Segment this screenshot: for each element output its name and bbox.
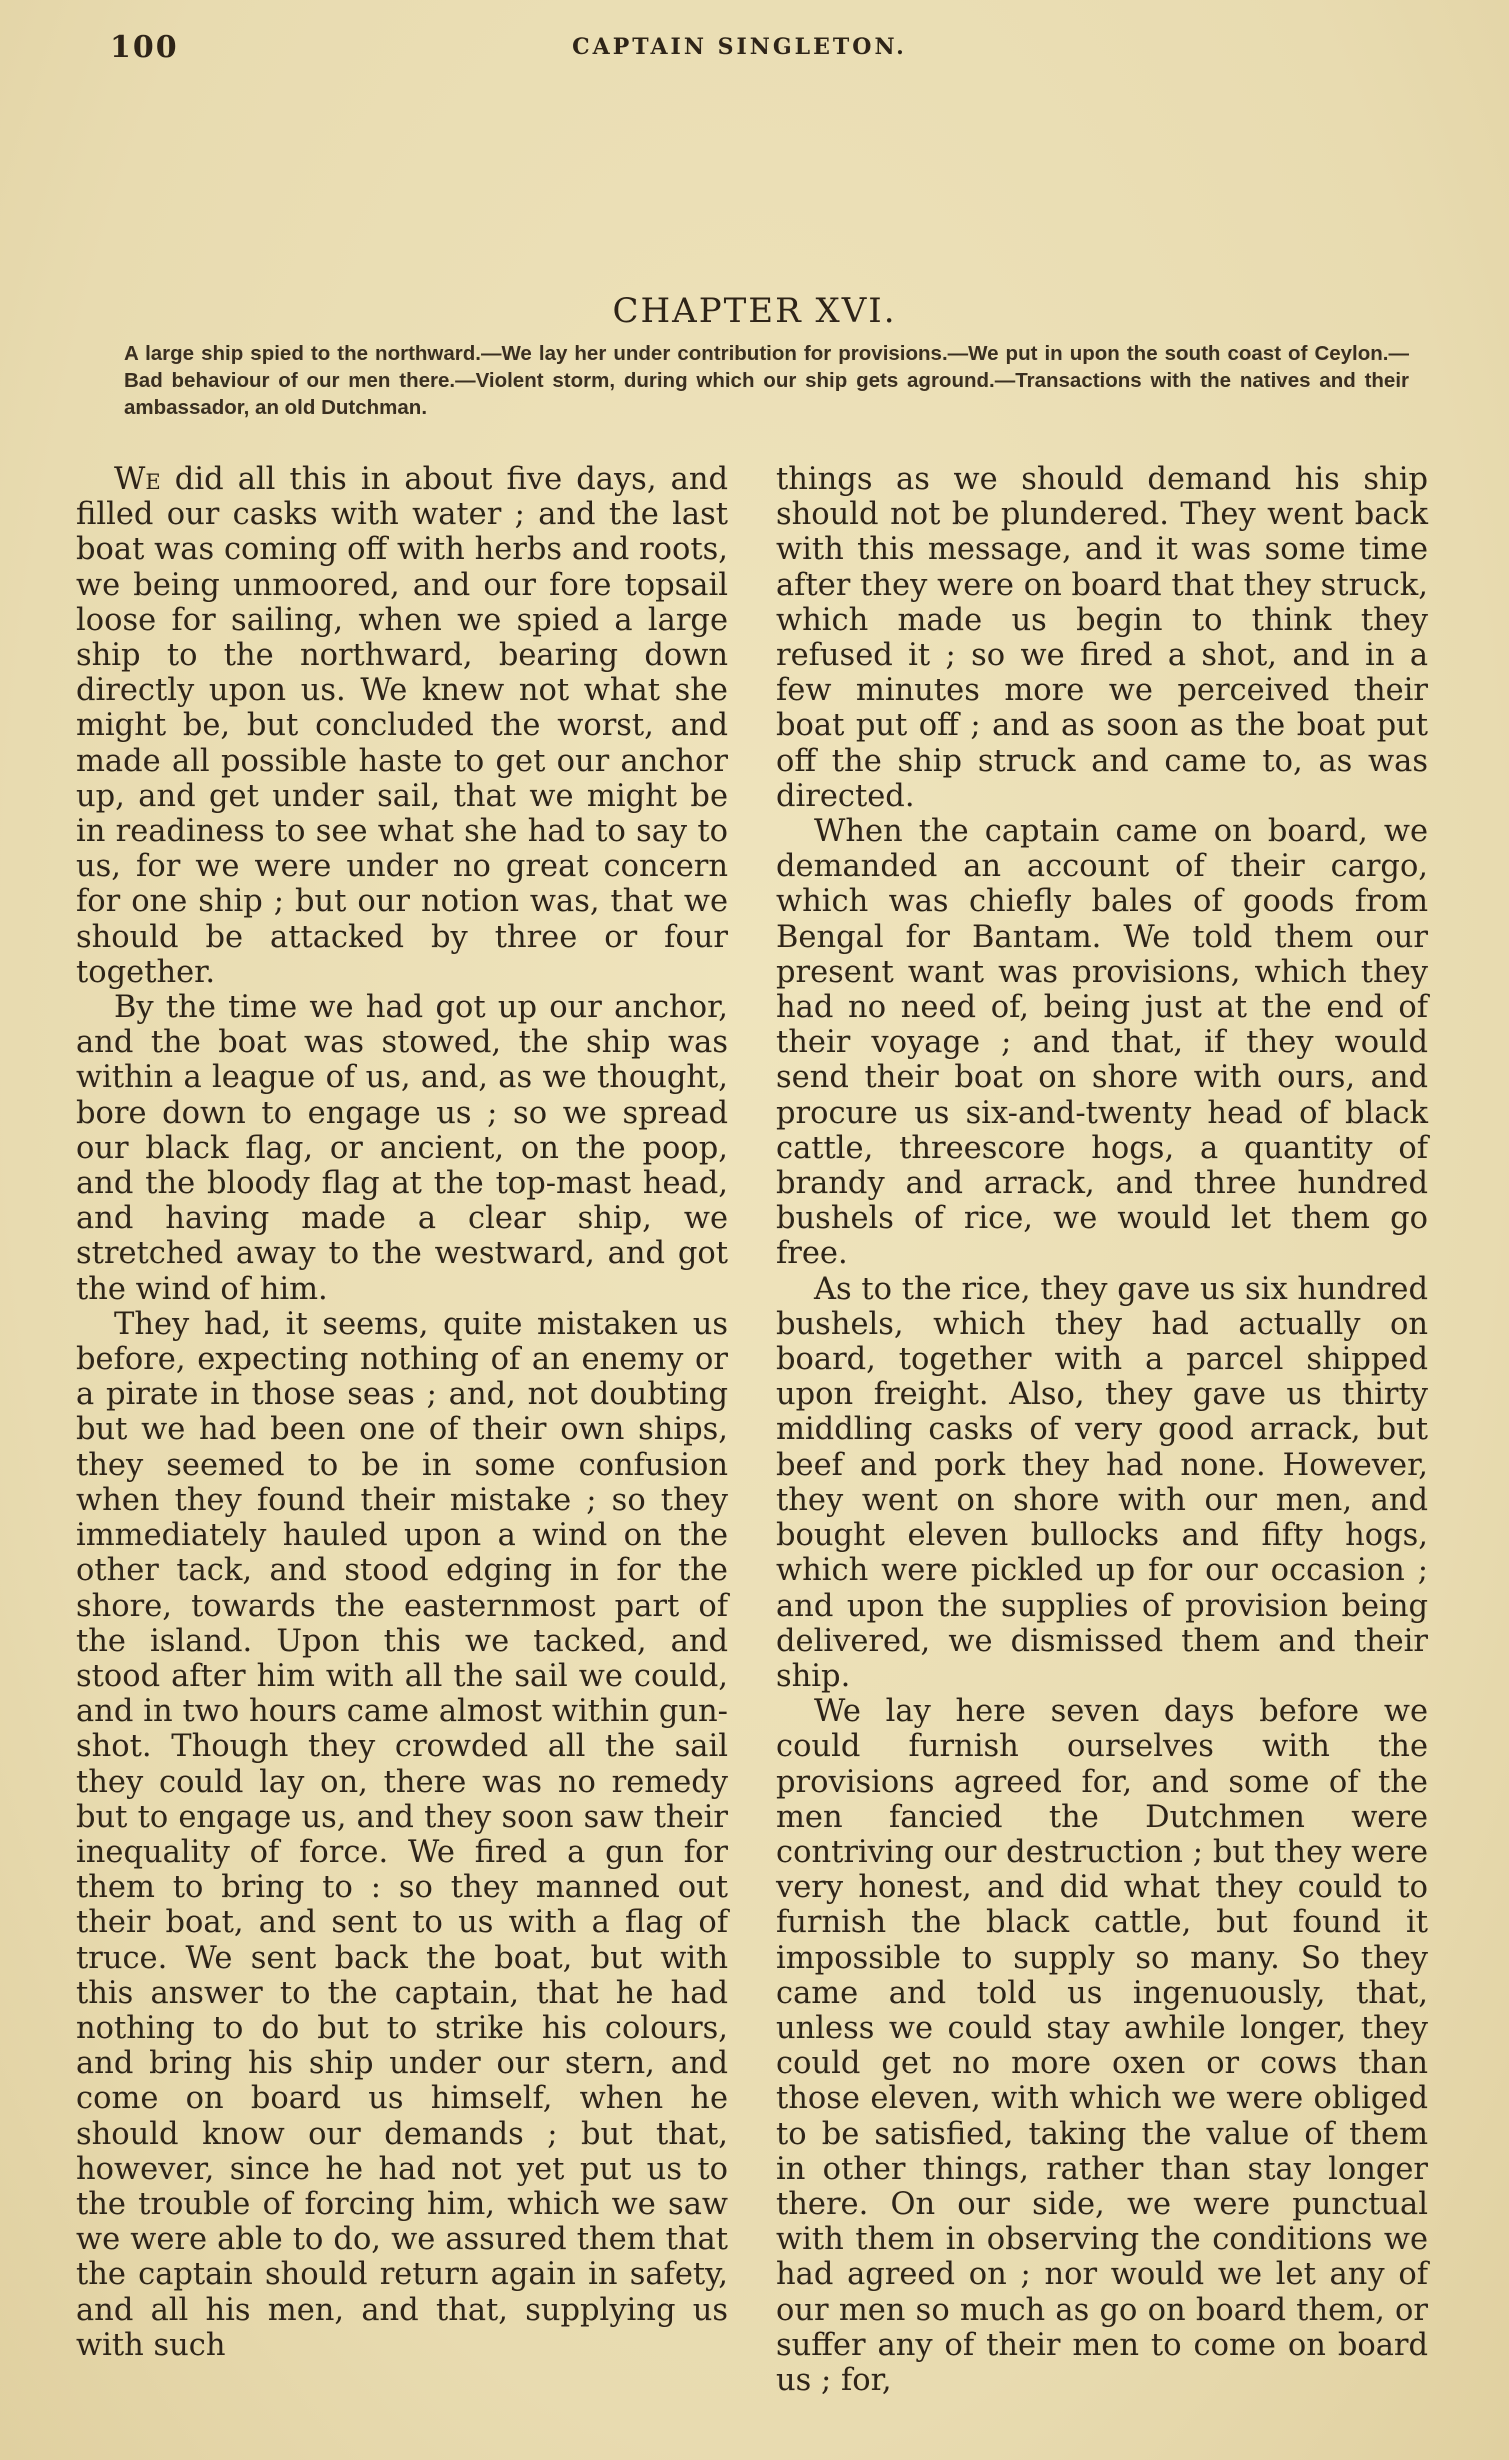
paragraph: We lay here seven days before we could furnish ourselves with the provisions agreed for, and some of the men fancied the Dutchmen were contriving our destruction ; but they were very honest, and did what they could to furnish the black cattle, but found it impossible to supply so many. So they came and told us ingenuously, that, unless we could stay awhile longer, they could get no more oxen or cows than those eleven, with which we were obliged to be satisfied, taking the value of them in other things, rather than stay longer there. On our side, we were punctual with them in observing the conditions we had agreed on ; nor would we let any of our men so much as go on board them, or suffer any of their men to come on board us ; for, <box>776 1694 1428 2398</box>
chapter-synopsis: A large ship spied to the northward.—We lay her under contribution for provisions.—We put in upon the south coast of Ceylon.—Bad behaviour of our men there.—Violent storm, during which our ship gets aground.—Transactions with the natives and their ambassador, an old Dutchman. <box>124 342 1409 419</box>
book-title: CAPTAIN SINGLETON. <box>572 34 907 60</box>
drop-word: We <box>114 462 161 497</box>
paragraph-text: did all this in about five days, and filled our casks with water ; and the last boat was coming off with herbs and roots, we being unmoored, and our fore topsail loose for sailing, when we spied a large ship to the northward, bearing down directly upon us. We knew not what she might be, but concluded the worst, and made all possible haste to get our anchor up, and get under sail, that we might be in readiness to see what she had to say to us, for we were under no great concern for one ship ; but our notion was, that we should be attacked by three or four together. <box>76 462 728 990</box>
left-column <box>76 462 728 2363</box>
running-head <box>110 30 1369 70</box>
page-number: 100 <box>110 30 179 65</box>
paragraph <box>76 462 728 990</box>
paragraph: When the captain came on board, we demanded an account of their cargo, which was chiefly bales of goods from Bengal for Bantam. We told them our present want was provisions, which they had no need of, being just at the end of their voyage ; and that, if they would send their boat on shore with ours, and procure us six-and-twenty head of black cattle, threescore hogs, a quantity of brandy and arrack, and three hundred bushels of rice, we would let them go free. <box>776 814 1428 1272</box>
chapter-title: CHAPTER XVI. <box>612 290 897 331</box>
paragraph: As to the rice, they gave us six hundred bushels, which they had actually on board, together with a parcel shipped upon freight. Also, they gave us thirty middling casks of very good arrack, but beef and pork they had none. However, they went on shore with our men, and bought eleven bullocks and fifty hogs, which were pickled up for our occasion ; and upon the supplies of provision being delivered, we dismissed them and their ship. <box>776 1271 1428 1694</box>
paragraph: They had, it seems, quite mistaken us before, expecting nothing of an enemy or a pirate in those seas ; and, not doubting but we had been one of their own ships, they seemed to be in some confusion when they found their mistake ; so they immediately hauled upon a wind on the other tack, and stood edging in for the shore, towards the easternmost part of the island. Upon this we tacked, and stood after him with all the sail we could, and in two hours came almost within gun-shot. Though they crowded all the sail they could lay on, there was no remedy but to engage us, and they soon saw their inequality of force. We fired a gun for them to bring to : so they manned out their boat, and sent to us with a flag of truce. We sent back the boat, but with this answer to the captain, that he had nothing to do but to strike his colours, and bring his ship under our stern, and come on board us himself, when he should know our demands ; but that, however, since he had not yet put us to the trouble of forcing him, which we saw we were able to do, we assured them that the captain should return again in safety, and all his men, and that, supplying us with such <box>76 1306 728 2363</box>
text-columns <box>76 462 1428 2398</box>
paragraph: By the time we had got up our anchor, and the boat was stowed, the ship was within a league of us, and, as we thought, bore down to engage us ; so we spread our black flag, or ancient, on the poop, and the bloody flag at the top-mast head, and having made a clear ship, we stretched away to the westward, and got the wind of him. <box>76 990 728 1307</box>
right-column <box>776 462 1428 2398</box>
paragraph: things as we should demand his ship should not be plundered. They went back with this message, and it was some time after they were on board that they struck, which made us begin to think they refused it ; so we fired a shot, and in a few minutes more we perceived their boat put off ; and as soon as the boat put off the ship struck and came to, as was directed. <box>776 462 1428 814</box>
